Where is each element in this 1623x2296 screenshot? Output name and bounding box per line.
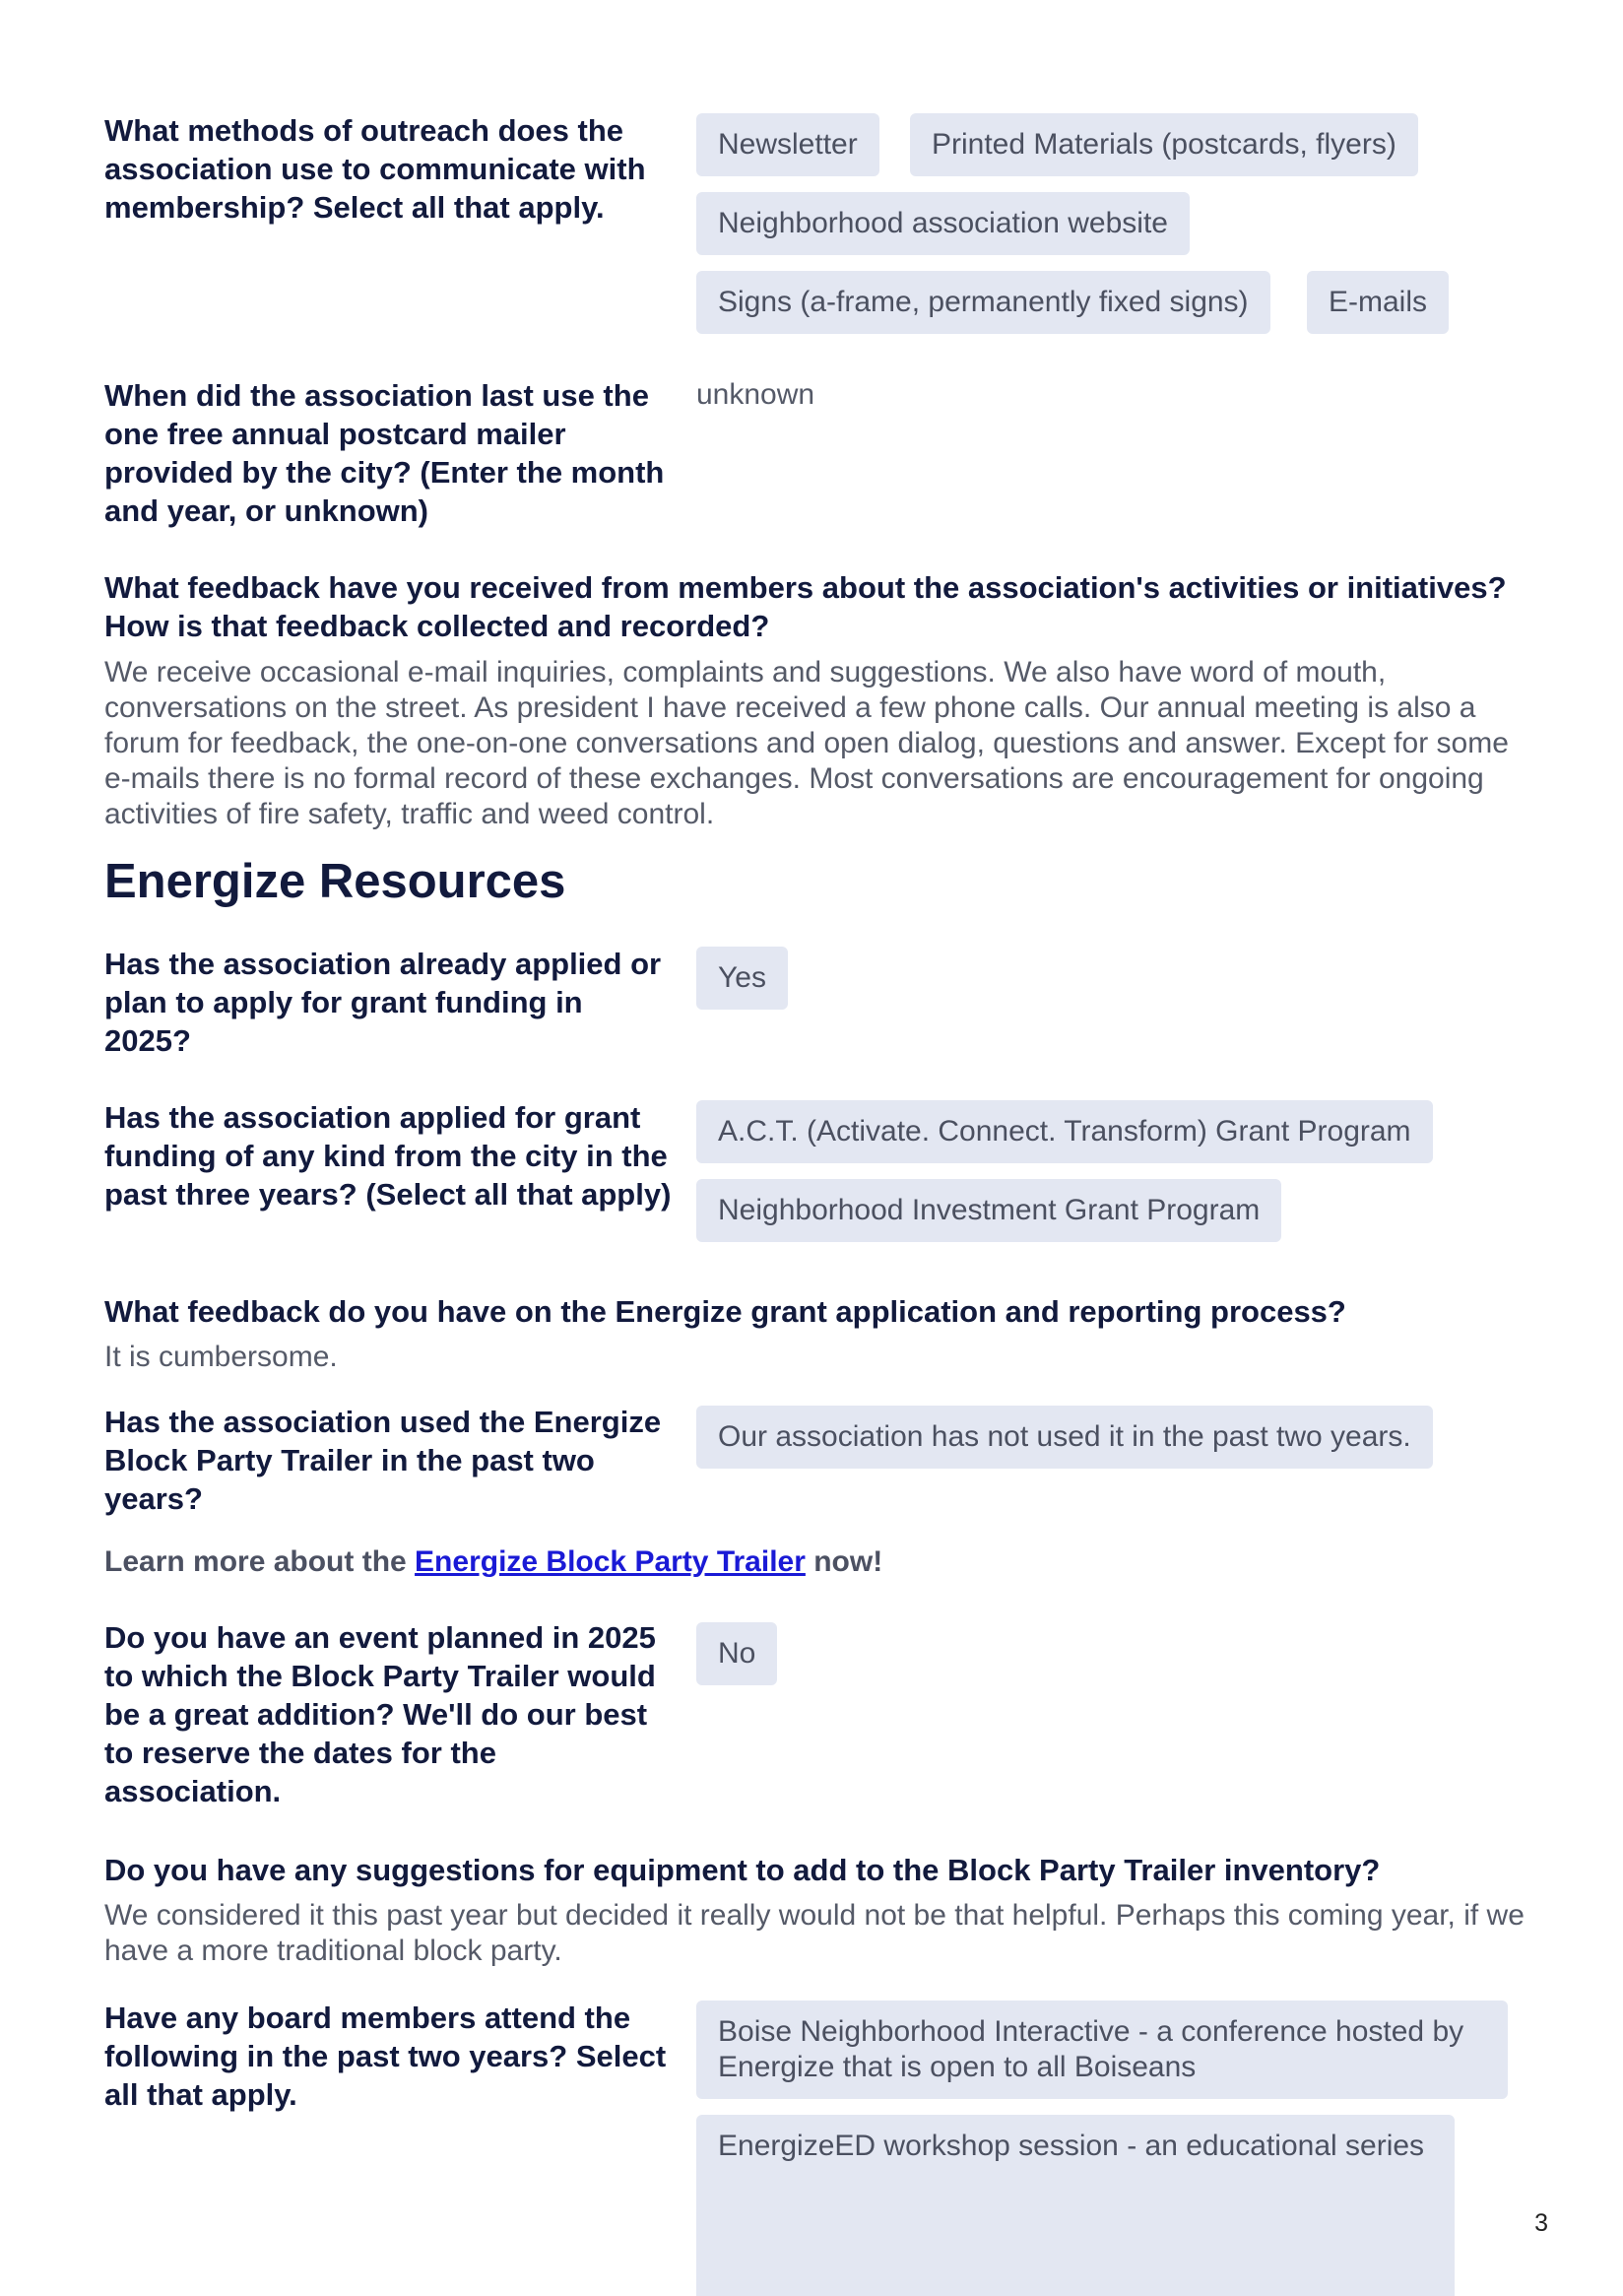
board-question: Have any board members attend the following in the past two years? Select all that apply. <box>104 2001 667 2112</box>
outreach-option-printed-materials: Printed Materials (postcards, flyers) <box>910 113 1418 176</box>
learn-more-prefix: Learn more about the <box>104 1545 416 1578</box>
event-planned-question: Do you have an event planned in 2025 to which the Block Party Trailer would be a great addition? We'll do our best to reserve the dates for the association. <box>104 1620 656 1808</box>
learn-more-suffix: now! <box>805 1545 883 1578</box>
grant-2025-answer: Yes <box>696 947 788 1010</box>
trailer-used-question: Has the association used the Energize Block Party Trailer in the past two years? <box>104 1405 662 1516</box>
postcard-answer: unknown <box>696 378 815 411</box>
outreach-option-newsletter: Newsletter <box>696 113 879 176</box>
grant-feedback-question: What feedback do you have on the Energize grant application and reporting process? <box>104 1294 1346 1329</box>
grant-past-question: Has the association applied for grant funding of any kind from the city in the past three years? (Select all that apply) <box>104 1100 672 1212</box>
grant-feedback-answer: It is cumbersome. <box>104 1341 338 1373</box>
grant-2025-question: Has the association already applied or plan to apply for grant funding in 2025? <box>104 947 662 1058</box>
outreach-option-website: Neighborhood association website <box>696 192 1190 255</box>
trailer-used-answer: Our association has not used it in the past two years. <box>696 1406 1433 1469</box>
outreach-question: What methods of outreach does the association use to communicate with membership? Select all that apply. <box>104 113 646 225</box>
feedback-answer: We receive occasional e-mail inquiries, complaints and suggestions. We also have word of mouth, conversations on the street. As president I have received a few phone calls. Our annual meeting is also a forum for feedback, the one-on-one conversations and open dialog, questions and answer. Except for some e-mails there is no formal record of these exchanges. Most conversations are encouragement for ongoing activities of fire safety, traffic and weed control. <box>104 656 1509 830</box>
equipment-answer: We considered it this past year but decided it really would not be that helpful. Perhaps this coming year, if we have a more traditional block party. <box>104 1899 1525 1967</box>
learn-more-text <box>104 1543 882 1581</box>
grant-past-option-act: A.C.T. (Activate. Connect. Transform) Grant Program <box>696 1100 1433 1163</box>
postcard-question: When did the association last use the one free annual postcard mailer provided by the city? (Enter the month and year, or unknown) <box>104 378 665 528</box>
block-party-trailer-link[interactable]: Energize Block Party Trailer <box>415 1545 806 1578</box>
outreach-option-emails: E-mails <box>1307 271 1449 334</box>
event-planned-answer: No <box>696 1622 777 1685</box>
equipment-question: Do you have any suggestions for equipment to add to the Block Party Trailer inventory? <box>104 1853 1381 1887</box>
page-number: 3 <box>1534 2209 1548 2237</box>
grant-past-option-nig: Neighborhood Investment Grant Program <box>696 1179 1281 1242</box>
board-option-interactive: Boise Neighborhood Interactive - a conference hosted by Energize that is open to all Boiseans <box>696 2001 1508 2099</box>
outreach-option-signs: Signs (a-frame, permanently fixed signs) <box>696 271 1270 334</box>
board-option-energizeed: EnergizeED workshop session - an educational series <box>696 2115 1455 2296</box>
feedback-question: What feedback have you received from members about the association's activities or initiatives? How is that feedback collected and recorded? <box>104 570 1507 643</box>
section-title: Energize Resources <box>104 855 566 908</box>
